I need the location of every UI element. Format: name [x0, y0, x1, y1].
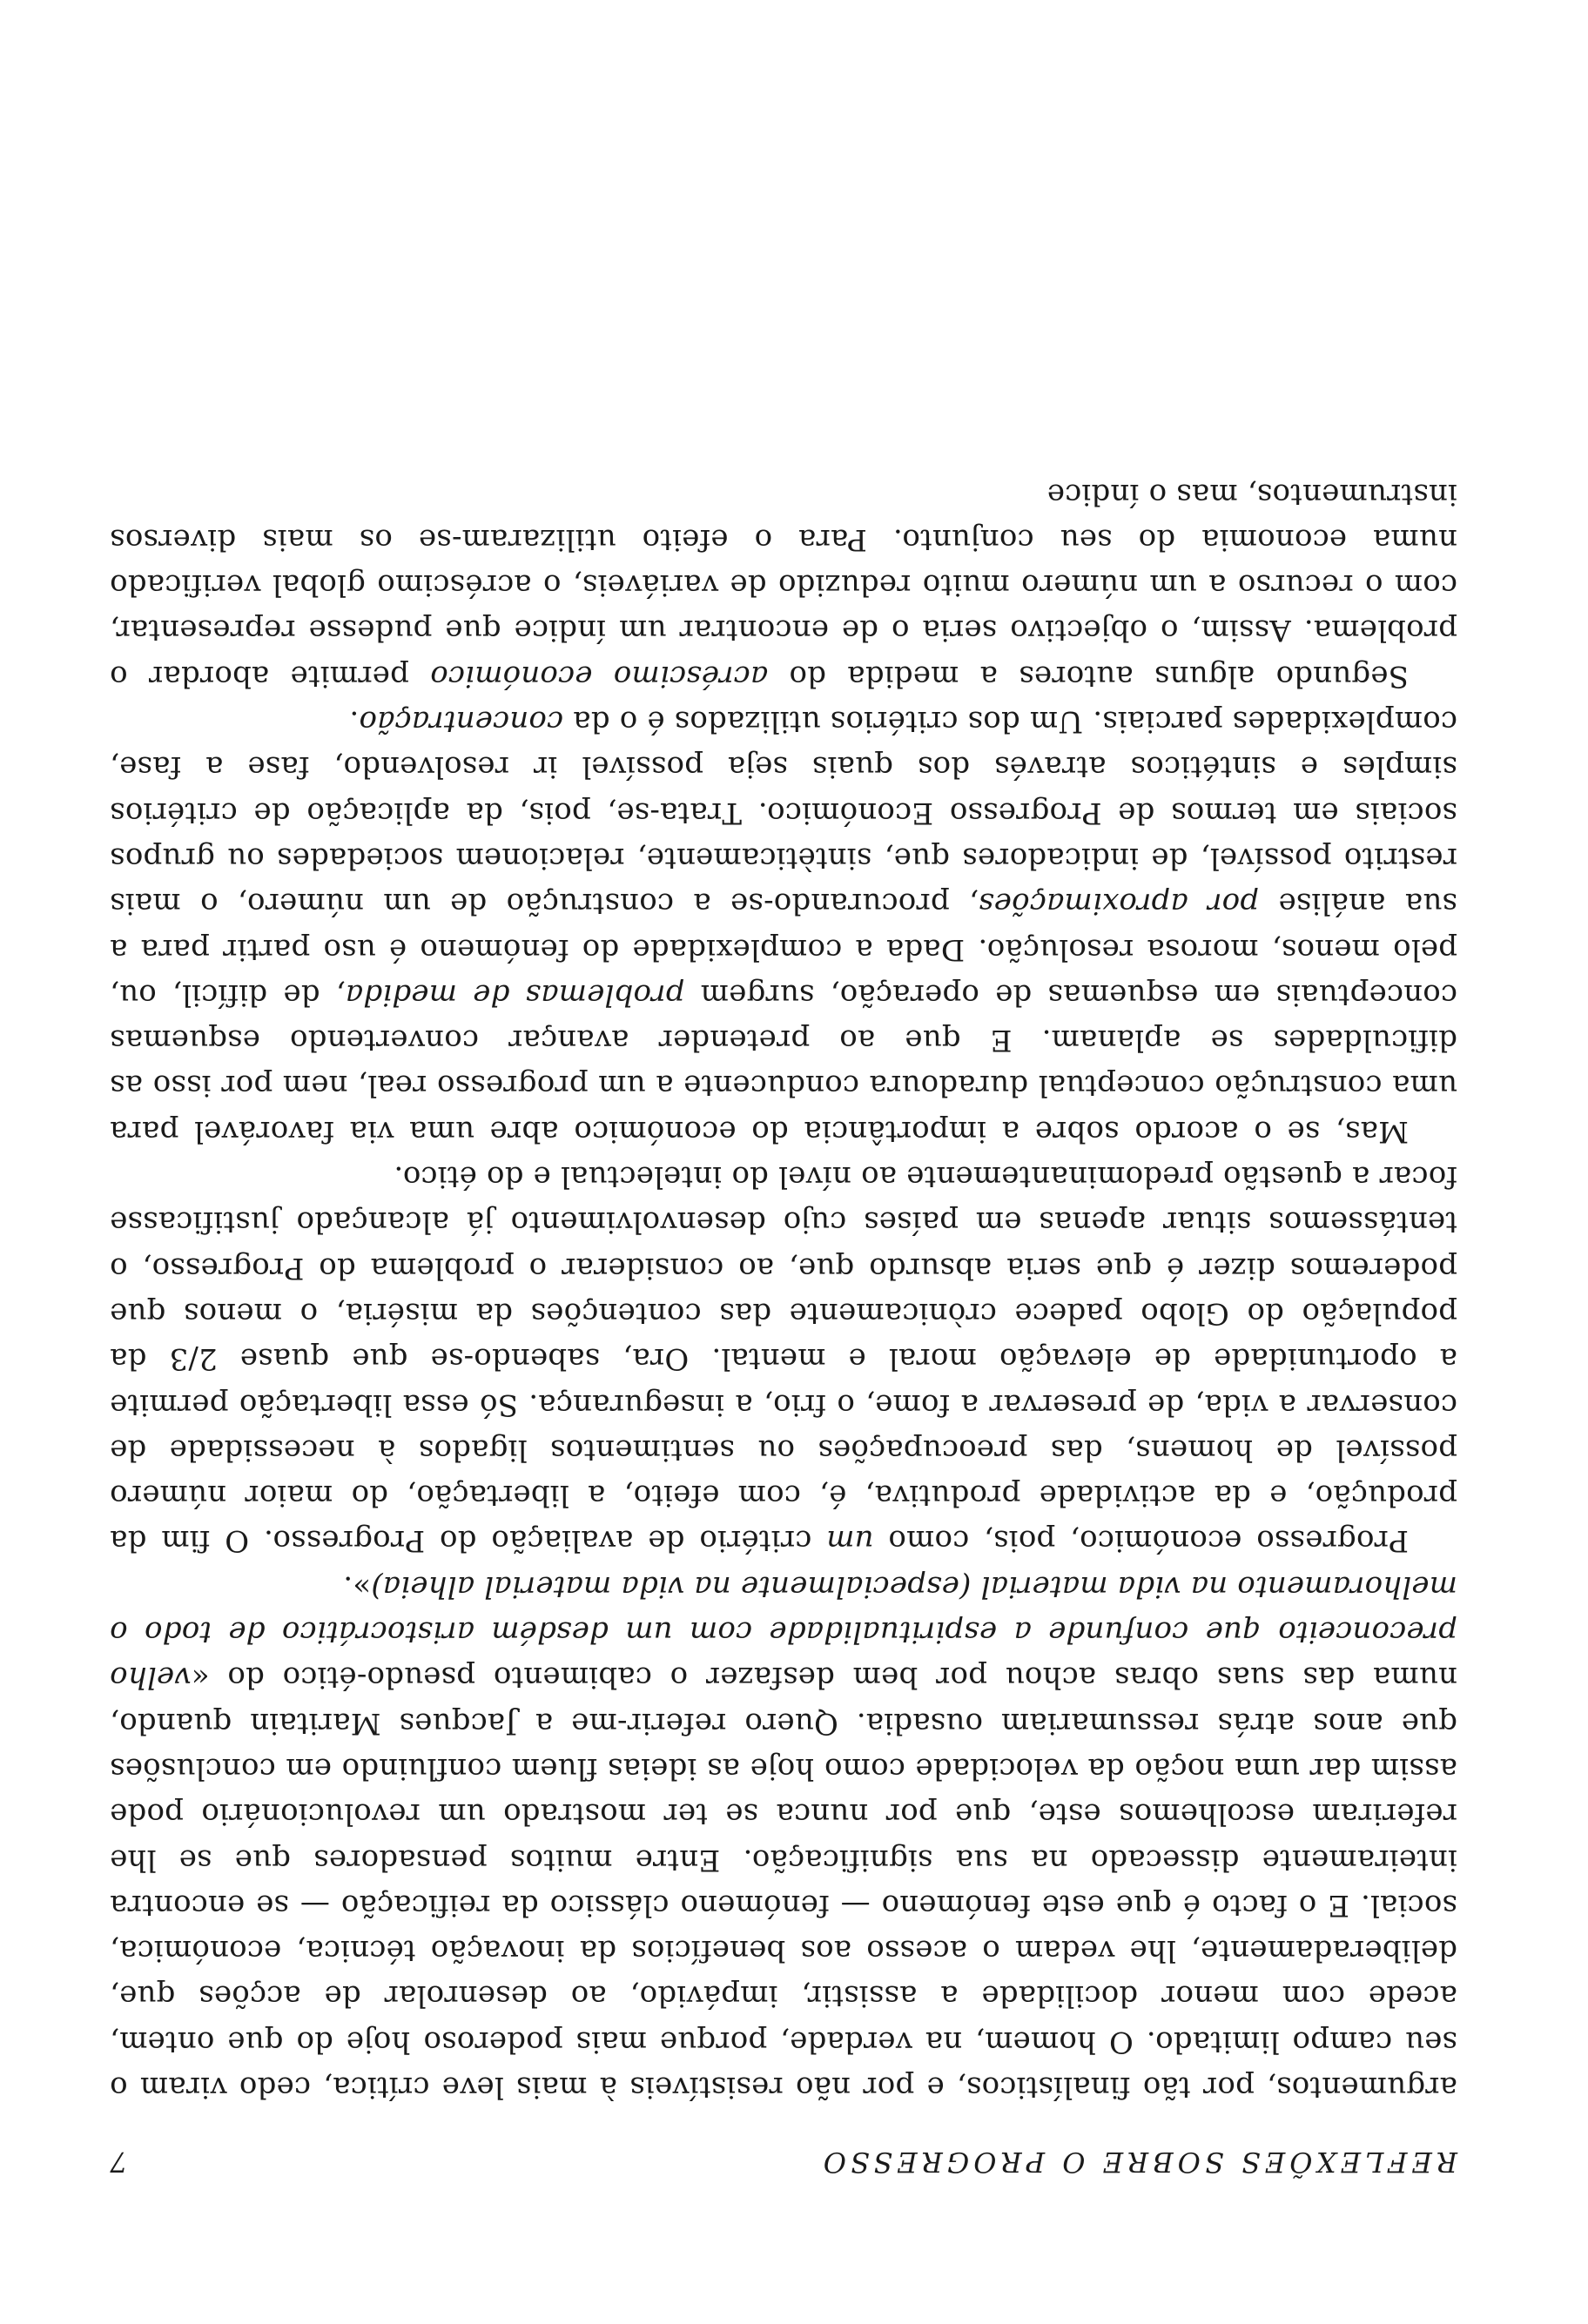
page-number: 7: [110, 2146, 128, 2179]
italic-quote: velho preconceito que confunde a espiritualidade com um desdém aristocrático de todo o melhoramento na vida material (especialmente na vida material alheia): [110, 1568, 1457, 1696]
text-run: .: [349, 704, 360, 740]
text-run: argumentos, por tão finalísticos, e por não resistíveis à mais leve crítica, cedo viram o seu campo limitado. O homem, na verdade, porque mais poderoso hoje do que ontem, acede com menor docilidade a assistir, impávido, ao desenrolar de acções que, deliberadamente, lhe vedam o acesso aos benefícios da inovação técnica, económica, social. E o facto é que este fenómeno — fenómeno clássico da reificação — se encontra inteiramente dissecado na sua significação. Entre muitos pensadores que se lhe referiram escolhemos este, que por nunca se ter mostrado um revolucionário pode assim dar uma noção da velocidade como hoje as ideias fluem confluindo em conclusões que anos atrás ressumariam ousadia. Quero referir-me a Jacques Maritain quando, numa das suas obras achou por bem desfazer o cabimento pseudo-ético do «: [110, 1660, 1457, 2105]
text-run: Progresso económico, pois, como: [873, 1523, 1409, 1559]
text-run: , de difícil, ou, pelo menos, morosa resolução. Dada a complexidade do fenómeno é uso partir para a sua análise: [109, 886, 1457, 1012]
text-run: permite abordar o problema. Assim, o objectivo seria o de encontrar um índice que pudesse representar, com o recurso a um número muito reduzido de variáveis, o acréscimo global verificado numa economia do seu conjunto. Para o efeito utilizaram-se os mais diversos instrumentos, mas o índice: [110, 476, 1457, 694]
paragraph-1: [110, 1563, 1457, 2110]
text-run: Segundo alguns autores a medida do: [768, 658, 1409, 694]
text-run: , procurando-se a construção de um número, o mais restrito possível, de indicadores que, sintèticamente, relacionem sociedades ou grupos sociais em termos de Progresso Económico. Trata-se, pois, da aplicação de critérios simples e sintéticos através dos quais seja possível ir resolvendo, fase a fase, complexidades parciais. Um dos critérios utilizados é o da: [110, 704, 1457, 922]
text-run: critério de avaliação do Progresso. O fim da produção, e da actividade produtiva, é, com efeito, a libertação, do maior número possível de homens, das preocupações ou sentimentos ligados à necessidade de conservar a vida, de preservar a fome, o frio, a insegurança. Só essa libertação permite a oportunidade de elevação moral e mental. Ora, sabendo-se que quase 2/3 da população do Globo padece crònicamente das contenções da miséria, o menos que poderemos dizer é que seria absurdo que, ao considerar o problema do Progresso, o tentássemos situar apenas em países cujo desenvolvimento já alcançado justificasse focar a questão predominantemente ao nível do intelectual e do ético.: [110, 1159, 1457, 1559]
running-title: REFLEXÕES SOBRE O PROGRESSO: [818, 2146, 1457, 2179]
paragraph-2: [110, 1154, 1457, 1564]
paragraph-4: [110, 471, 1457, 698]
paragraph-3: [110, 699, 1457, 1154]
italic-term: problemas de medida: [345, 977, 685, 1012]
text-block: [110, 471, 1457, 2185]
italic-term: um: [826, 1523, 874, 1559]
text-run: Mas, se o acordo sobre a importância do económico abre uma via favorável para uma construção conceptual duradoura conducente a um progresso real, nem por isso as dificuldades se aplanam. E que ao pretender avançar convertendo esquemas conceptuais em esquemas de operação, surgem: [110, 977, 1457, 1149]
italic-term: por aproximações: [978, 886, 1260, 922]
italic-term: concentração: [359, 704, 564, 740]
italic-term: acréscimo económico: [430, 658, 769, 694]
page-header: [110, 2124, 1457, 2185]
text-run: ».: [343, 1568, 372, 1604]
